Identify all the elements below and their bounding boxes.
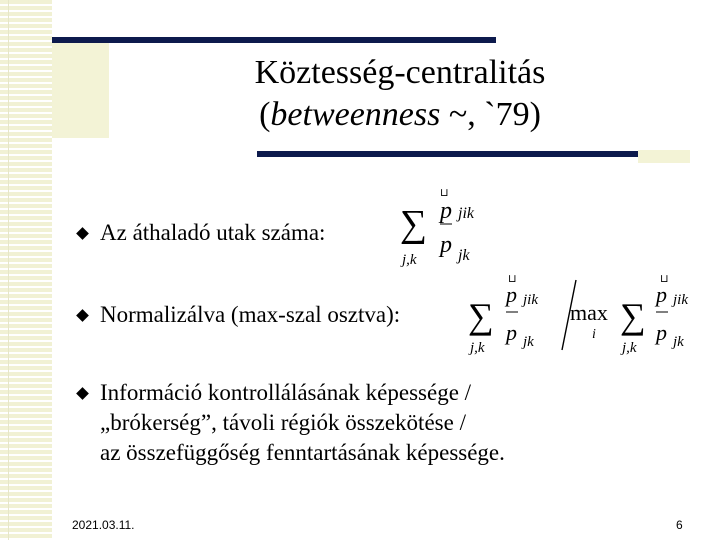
decorative-stripes	[0, 0, 52, 540]
denominator-sub: jk	[458, 247, 470, 264]
bullet-text-2: Normalizálva (max-szal osztva):	[100, 302, 401, 327]
denominator-p: p	[656, 320, 667, 345]
footer-page-number: 6	[676, 518, 683, 532]
numerator-p: p	[440, 198, 452, 224]
bullet-text-3-line-2: „brókerség”, távoli régiók összekötése /	[100, 410, 466, 435]
slide-title	[170, 52, 630, 136]
numerator-p: p	[656, 282, 667, 307]
formula-betweenness	[396, 178, 496, 270]
bullet-text-3	[100, 378, 505, 468]
footer-date: 2021.03.11.	[72, 518, 135, 532]
sum-index: j,k	[470, 340, 485, 356]
sigma-symbol: ∑	[468, 296, 494, 336]
max-index: i	[592, 327, 596, 342]
denominator-sub: jk	[523, 334, 534, 350]
bullet-diamond-icon	[76, 387, 89, 400]
title-line-1: Köztesség-centralitás	[254, 54, 546, 91]
denominator-p: p	[440, 232, 452, 258]
title-term: betweenness	[270, 96, 441, 133]
numerator-p: p	[506, 282, 517, 307]
title-accent-block	[52, 40, 109, 138]
bullet-diamond-icon	[76, 309, 89, 322]
placeholder-glyph: ⊔	[508, 272, 517, 285]
denominator-p: p	[506, 320, 517, 345]
title-rule-bottom	[257, 151, 690, 157]
title-rule-top	[52, 37, 496, 43]
placeholder-glyph: ⊔	[440, 186, 449, 199]
sum-index: j,k	[402, 252, 417, 268]
sigma-symbol: ∑	[620, 296, 646, 336]
denominator-sub: jk	[673, 334, 684, 350]
numerator-sub: jik	[523, 292, 538, 308]
placeholder-glyph: ⊔	[660, 272, 669, 285]
bullet-text-3-line-3: az összefüggőség fenntartásának képessége.	[100, 440, 505, 465]
max-operator: max	[570, 300, 608, 325]
formula-normalized	[466, 266, 706, 362]
sum-index: j,k	[622, 340, 637, 356]
bullet-diamond-icon	[76, 227, 89, 240]
bullet-text-3-line-1: Információ kontrollálásának képessége /	[100, 380, 472, 405]
sigma-symbol: ∑	[400, 203, 428, 245]
numerator-sub: jik	[673, 292, 688, 308]
title-line-2: (betweenness ~, `79)	[259, 96, 541, 133]
bullet-text-1: Az áthaladó utak száma:	[100, 220, 326, 245]
title-rule-accent	[638, 150, 690, 163]
numerator-sub: jik	[458, 205, 474, 222]
